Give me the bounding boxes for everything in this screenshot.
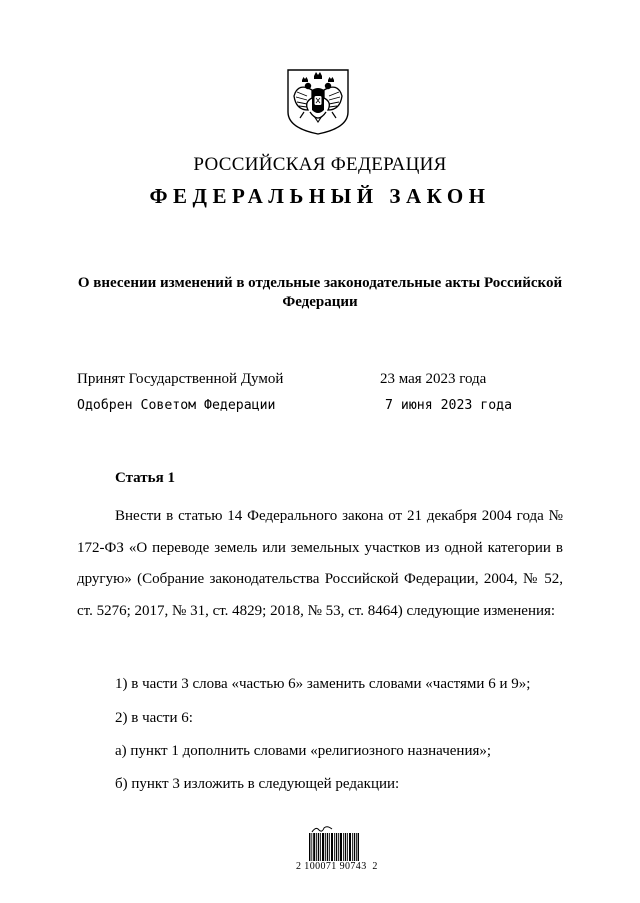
document-type: ФЕДЕРАЛЬНЫЙ ЗАКОН — [149, 184, 491, 208]
law-title: О внесении изменений в отдельные законодательные акты Российской Федерации — [77, 275, 563, 310]
country-name: РОССИЙСКАЯ ФЕДЕРАЦИЯ — [193, 154, 447, 175]
coat-of-arms-emblem — [284, 66, 352, 136]
barcode-icon — [309, 833, 359, 861]
article-heading: Статья 1 — [115, 470, 175, 486]
article-item: 2) в части 6: — [115, 710, 193, 726]
article-item: 1) в части 3 слова «частью 6» заменить словами «частями 6 и 9»; — [115, 676, 531, 692]
article-intro-paragraph: Внести в статью 14 Федерального закона от 21 декабря 2004 года № 172-ФЗ «О переводе земель или земельных участков из одной категории в другую» (Собрание законодательства Российской Федерации, 2004, № 52, ст. 5276; 2017, № 31, ст. 4829; 2018, № 53, ст. 8464) следующие изменения: — [77, 508, 563, 619]
council-approval-date: 7 июня 2023 года — [385, 398, 513, 413]
council-approval-label: Одобрен Советом Федерации — [77, 398, 276, 413]
duma-adoption-label: Принят Государственной Думой — [77, 371, 284, 387]
article-item: а) пункт 1 дополнить словами «религиозного назначения»; — [115, 743, 492, 759]
article-item: б) пункт 3 изложить в следующей редакции: — [115, 776, 400, 792]
duma-adoption-date: 23 мая 2023 года — [380, 371, 487, 387]
barcode-number: 2 100071 90743 2 — [296, 861, 378, 872]
